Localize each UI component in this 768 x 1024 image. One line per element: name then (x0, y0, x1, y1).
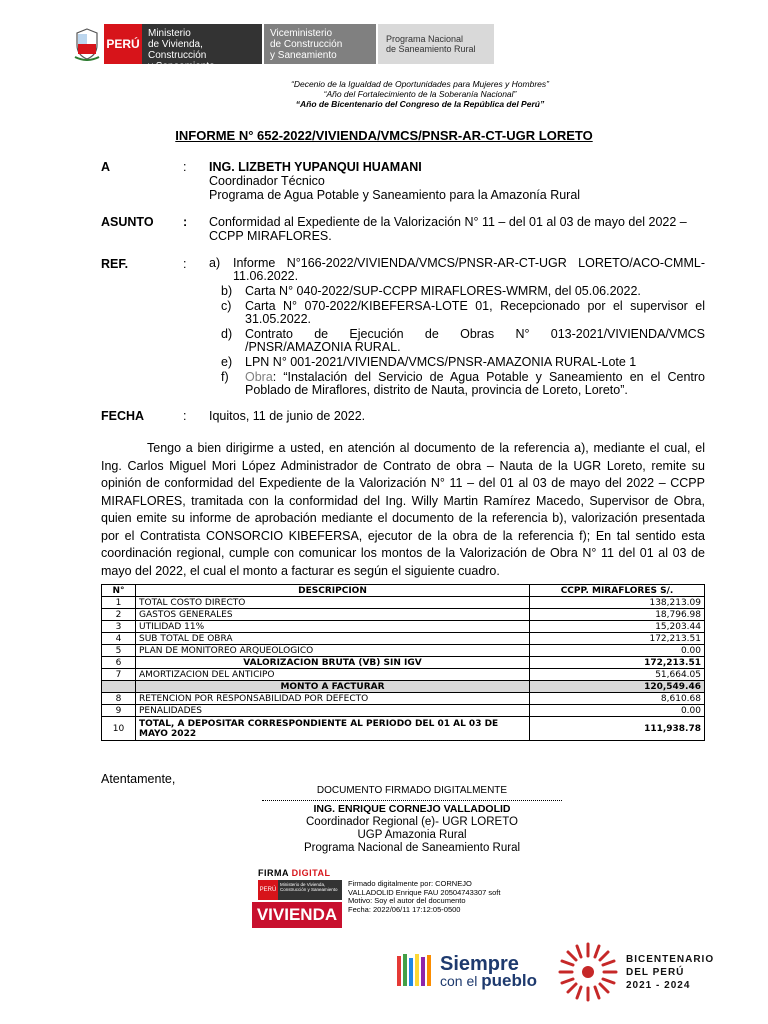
table-row: 6 VALORIZACION BRUTA (VB) SIN IGV 172,213.51 (102, 657, 705, 669)
decenio-text: “Decenio de la Igualdad de Oportunidades para Mujeres y Hombres” “Año del Fortalecimiento de la Soberanía Nacional” “Año de Bicentenario del Congreso de la República del Perú” (291, 79, 549, 109)
ministry-block: Ministerio de Vivienda, Construcción y Saneamiento (142, 24, 262, 64)
signature-block: DOCUMENTO FIRMADO DIGITALMENTE ING. ENRIQUE CORNEJO VALLADOLID Coordinador Regional (e)- UGR LORETO UGP Amazonia Rural Programa Nacional de Saneamiento Rural (262, 784, 562, 855)
program-block: Programa Nacional de Saneamiento Rural (378, 24, 494, 64)
table-row: 2 GASTOS GENERALES 18,796.98 (102, 609, 705, 621)
bicentenario-logo: BICENTENARIO DEL PERÚ 2021 - 2024 (556, 940, 714, 1004)
peru-label: PERÚ (104, 24, 142, 64)
body-paragraph: Tengo a bien dirigirme a usted, en atención al documento de la referencia a), mediante el cual, el Ing. Carlos Miguel Mori López Administrador de Contrato de obra – Nauta de la UGR Loreto, remite su opinión de conformidad del Expediente de la Valorización N° 11 – del 01 al 03 de mayo del 2022 – CCPP MIRAFLORES, tramitada con la conformidad del Ing. Willy Martin Ramírez Macedo, Supervisor de Obra, quien emite su informe de aprobación mediante el documento de la referencia b), valorización presentada por el Contratista CONSORCIO KIBEFERSA, ejecutor de la obra de la referencia f); En tal sentido esta coordinación regional, cumple con comunicar los montos de la Valorización de Obra N° 11 del 01 al 03 de mayo del 2022, el cual el monto a facturar es según el siguiente cuadro. (101, 441, 705, 578)
signature-line (262, 800, 562, 801)
recipient-name: ING. LIZBETH YUPANQUI HUAMANI (209, 160, 422, 174)
vivienda-logo: VIVIENDA (252, 902, 342, 928)
colored-bars-icon (396, 952, 436, 990)
viceministry-block: Viceministerio de Construcción y Saneamiento (264, 24, 376, 64)
table-row: 8 RETENCION POR RESPONSABILIDAD POR DEFECTO 8,610.68 (102, 693, 705, 705)
table-row: MONTO A FACTURAR 120,549.46 (102, 681, 705, 693)
fecha-text: Iquitos, 11 de junio de 2022. (209, 409, 366, 423)
ref-item: c) Carta N° 070-2022/KIBEFERSA-LOTE 01, Recepcionado por el supervisor el 31.05.2022. (221, 299, 705, 326)
siempre-con-el-pueblo-logo: Siempre con el pueblo (396, 952, 537, 990)
ref-item: d) Contrato de Ejecución de Obras N° 013-2021/VIVIENDA/VMCS /PNSR/AMAZONIA RURAL. (221, 327, 705, 354)
valuation-table (101, 584, 705, 741)
recipient-program: Programa de Agua Potable y Saneamiento para la Amazonía Rural (209, 188, 581, 202)
firma-digital-label: FIRMA DIGITAL (258, 868, 331, 878)
table-row: 4 SUB TOTAL DE OBRA 172,213.51 (102, 633, 705, 645)
table-row: 1 TOTAL COSTO DIRECTO 138,213.09 (102, 597, 705, 609)
table-row: 7 AMORTIZACION DEL ANTICIPO 51,664.05 (102, 669, 705, 681)
table-row: 3 UTILIDAD 11% 15,203.44 (102, 621, 705, 633)
digital-signature-details: Firmado digitalmente por: CORNEJO VALLADOLID Enrique FAU 20504743307 soft Motivo: Soy el autor del documento Fecha: 2022/06/11 17:12:05-0500 (348, 879, 501, 914)
mini-ministry-logo: PERÚ Ministerio de Vivienda, Construcción y Saneamiento (258, 880, 342, 900)
ref-item: f) Obra: “Instalación del Servicio de Agua Potable y Saneamiento en el Centro Poblado de Miraflores, distrito de Nauta, provincia de Loreto, Loreto”. (221, 370, 705, 397)
table-row: 10 TOTAL, A DEPOSITAR CORRESPONDIENTE AL PERIODO DEL 01 AL 03 DE MAYO 2022 111,938.78 (102, 717, 705, 741)
bicentenario-sunburst-icon (556, 940, 620, 1004)
closing-text: Atentamente, (101, 772, 176, 786)
header-bar (70, 24, 494, 72)
asunto-text: Conformidad al Expediente de la Valorización N° 11 – del 01 al 03 de mayo del 2022 – CCPP MIRAFLORES. (209, 215, 687, 243)
report-title: INFORME N° 652-2022/VIVIENDA/VMCS/PNSR-AR-CT-UGR LORETO (175, 128, 593, 143)
reference-list (209, 257, 705, 399)
table-row: 9 PENALIDADES 0.00 (102, 705, 705, 717)
table-row: 5 PLAN DE MONITOREO ARQUEOLOGICO 0.00 (102, 645, 705, 657)
ref-item: a) Informe N°166-2022/VIVIENDA/VMCS/PNSR-AR-CT-UGR LORETO/ACO-CMML-11.06.2022. (209, 256, 705, 283)
table-header: N° DESCRIPCION CCPP. MIRAFLORES S/. (102, 585, 705, 597)
signer-name: ING. ENRIQUE CORNEJO VALLADOLID (313, 803, 511, 815)
ref-item: e) LPN N° 001-2021/VIVIENDA/VMCS/PNSR-AMAZONIA RURAL-Lote 1 (221, 355, 637, 369)
ref-item: b) Carta N° 040-2022/SUP-CCPP MIRAFLORES-WMRM, del 05.06.2022. (221, 284, 641, 298)
peru-crest-icon (70, 24, 104, 64)
recipient-role: Coordinador Técnico (209, 174, 325, 188)
